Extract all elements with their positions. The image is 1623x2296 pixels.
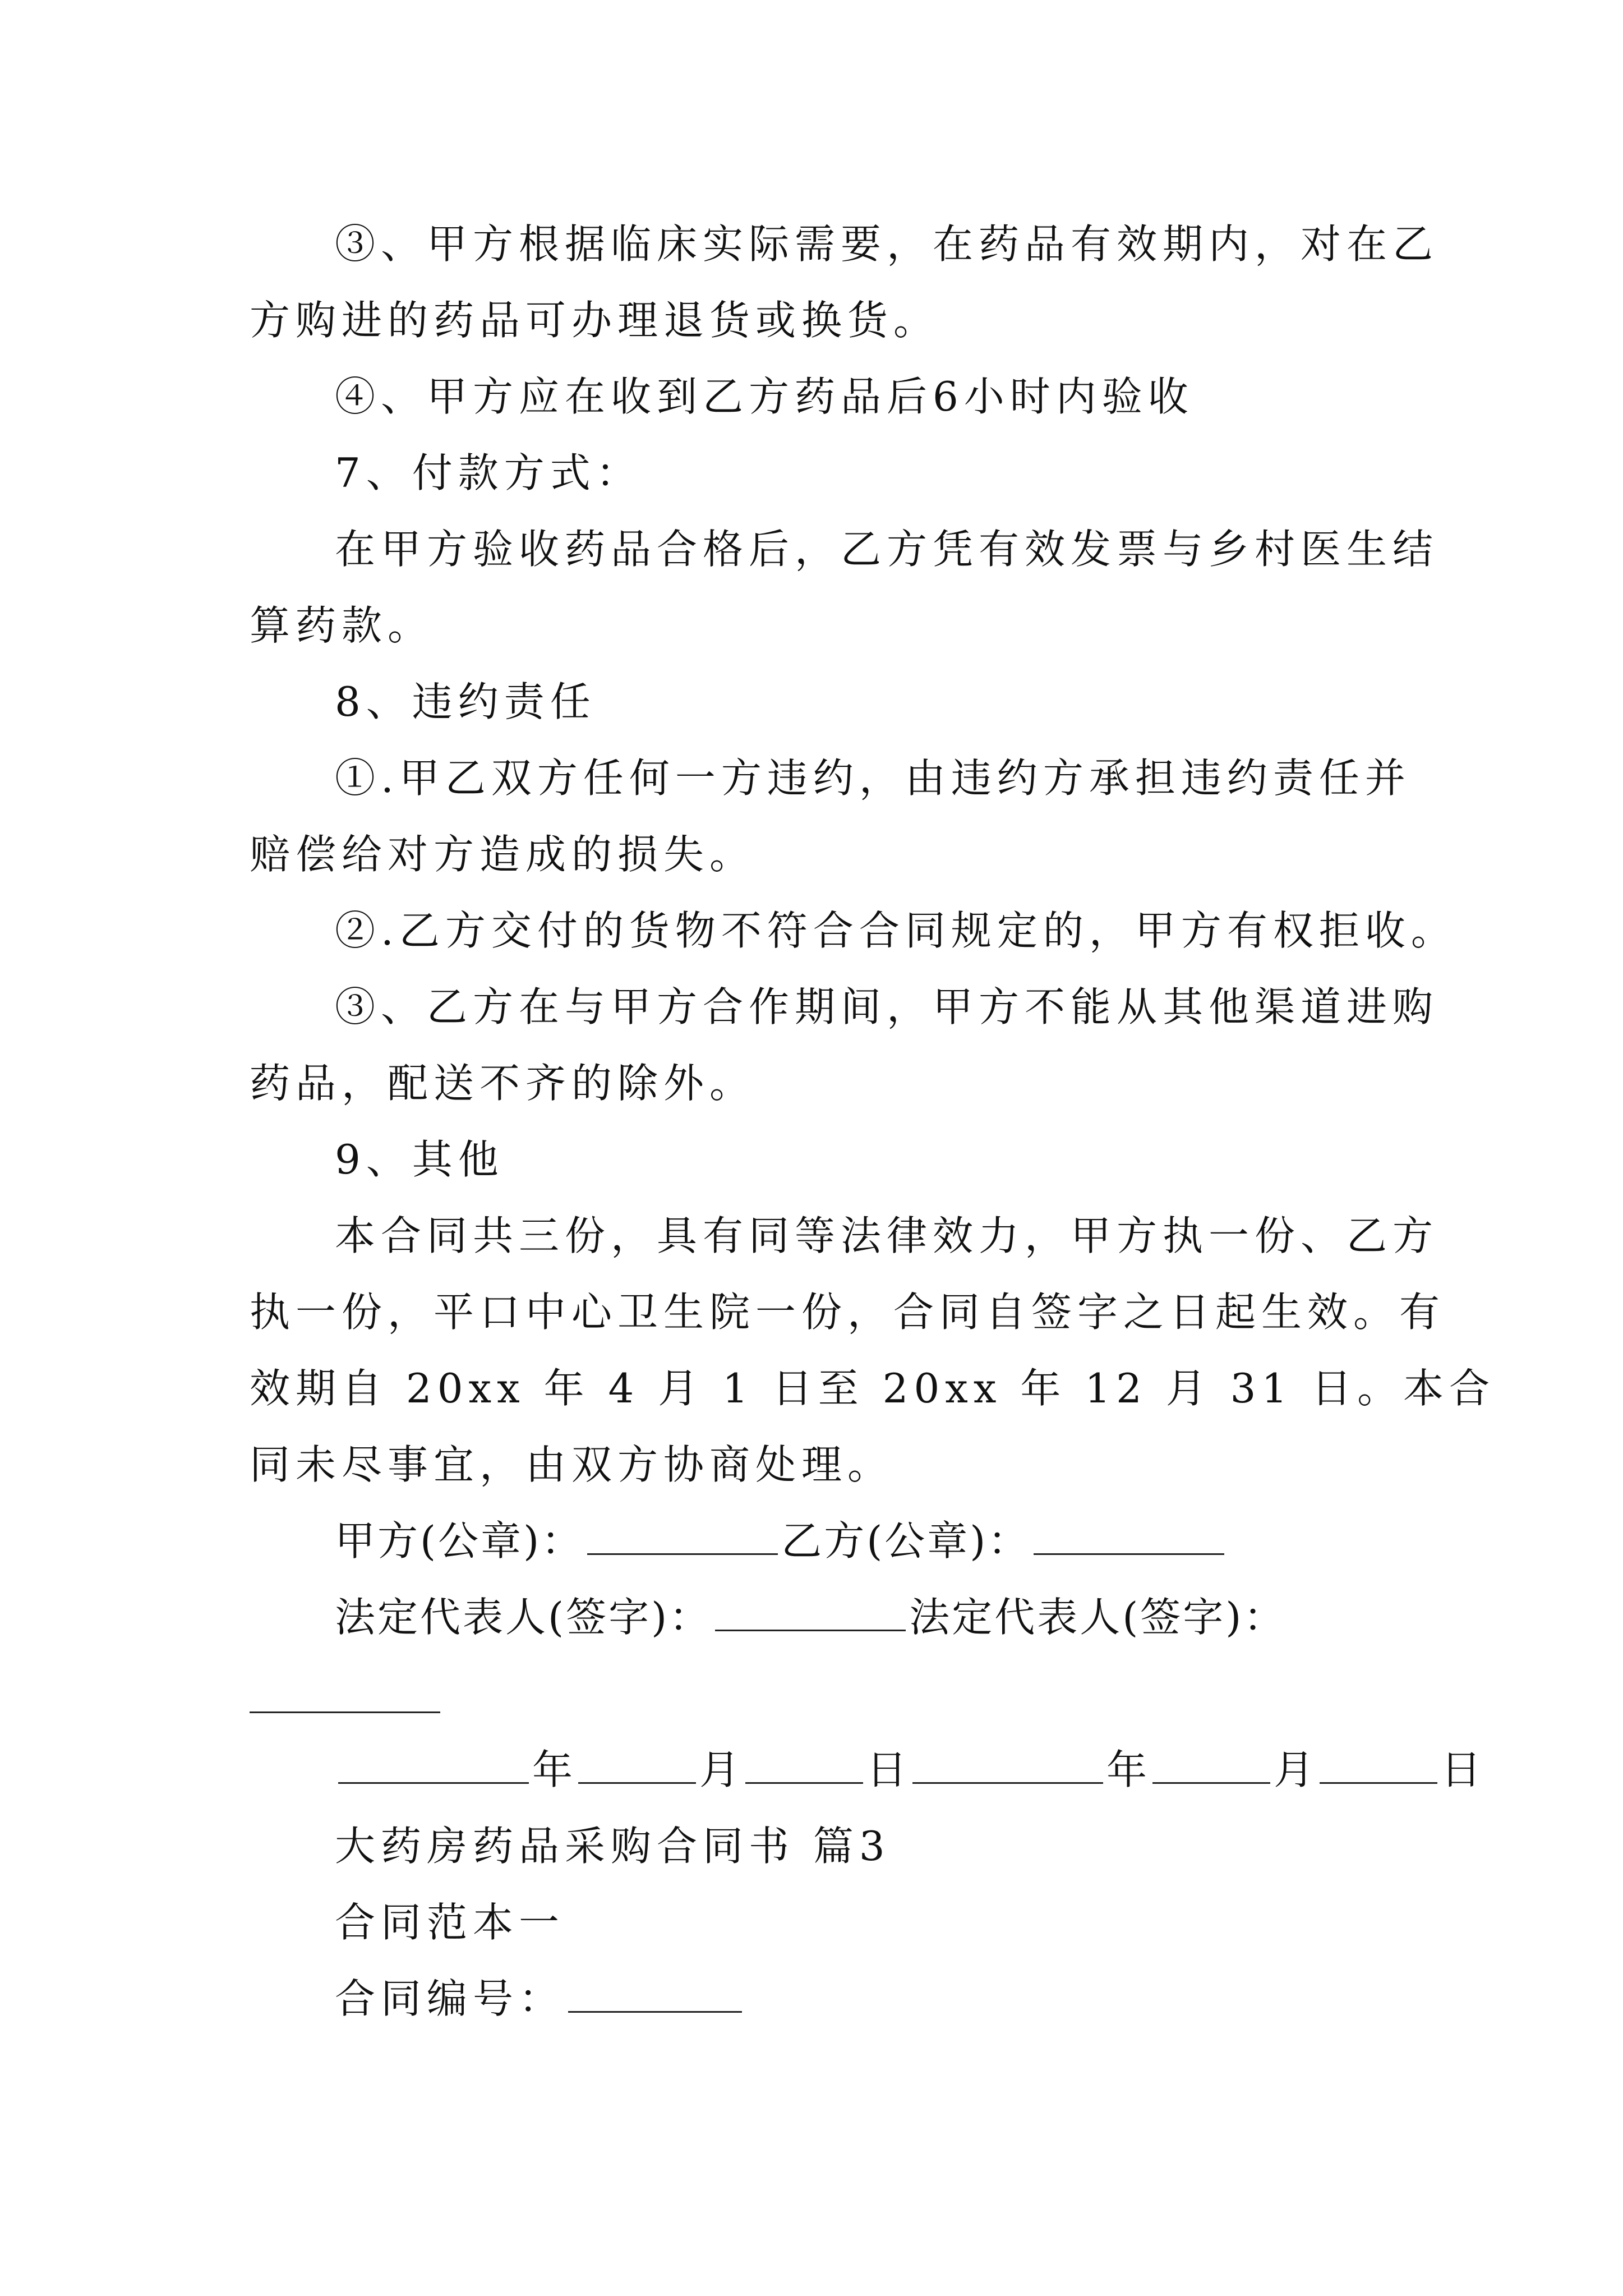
paragraph-line: ④、甲方应在收到乙方药品后6小时内验收 (335, 373, 1194, 420)
day-label: 日 (1441, 1746, 1484, 1793)
contract-number-blank (568, 1976, 742, 2013)
seal-line (335, 1513, 1484, 1569)
month-label: 月 (699, 1746, 743, 1793)
representative-line (335, 1589, 1484, 1645)
day-label: 日 (866, 1746, 910, 1793)
party-b-seal-label: 乙方(公章)： (781, 1517, 1031, 1565)
party-a-seal-blank (587, 1519, 778, 1555)
year-label: 年 (532, 1746, 575, 1793)
paragraph-line: 同未尽事宜，由双方协商处理。 (250, 1441, 894, 1488)
paragraph-line: 在甲方验收药品合格后，乙方凭有效发票与乡村医生结 (335, 526, 1439, 573)
year-blank-a (338, 1747, 529, 1784)
month-label: 月 (1274, 1746, 1317, 1793)
paragraph-line: ①.甲乙双方任何一方违约，由违约方承担违约责任并 (335, 754, 1411, 802)
month-blank-a (578, 1747, 696, 1784)
party-b-seal-blank (1034, 1519, 1224, 1555)
paragraph-line: ③、乙方在与甲方合作期间，甲方不能从其他渠道进购 (335, 983, 1439, 1030)
paragraph-line: 药品，配送不齐的除外。 (250, 1060, 756, 1107)
paragraph-line: ②.乙方交付的货物不符合合同规定的，甲方有权拒收。 (335, 907, 1457, 954)
party-b-rep-label: 法定代表人(签字)： (909, 1594, 1287, 1641)
month-blank-b (1152, 1747, 1270, 1784)
section-heading: 7、付款方式： (335, 449, 642, 496)
contract-number-line (335, 1971, 1484, 2027)
year-label: 年 (1106, 1746, 1150, 1793)
paragraph-line: 算药款。 (250, 602, 434, 649)
day-blank-b (1320, 1747, 1437, 1784)
section-heading: 9、其他 (335, 1136, 504, 1183)
date-line (335, 1742, 1484, 1798)
paragraph-line: 执一份，平口中心卫生院一份，合同自签字之日起生效。有 (250, 1289, 1446, 1336)
paragraph-line: ③、甲方根据临床实际需要，在药品有效期内，对在乙 (335, 220, 1439, 268)
day-blank-a (745, 1747, 863, 1784)
party-b-rep-blank (250, 1711, 440, 1713)
contract-number-label: 合同编号： (335, 1975, 565, 2022)
year-blank-b (912, 1747, 1103, 1784)
paragraph-line: 本合同共三份，具有同等法律效力，甲方执一份、乙方 (335, 1212, 1439, 1259)
party-a-seal-label: 甲方(公章)： (335, 1517, 584, 1565)
paragraph-line: 赔偿给对方造成的损失。 (250, 831, 756, 878)
paragraph-line: 方购进的药品可办理退货或换货。 (250, 297, 940, 344)
party-a-rep-label: 法定代表人(签字)： (335, 1594, 712, 1641)
section-heading: 8、违约责任 (335, 678, 596, 725)
sample-label: 合同范本一 (335, 1899, 565, 1946)
paragraph-line: 效期自 20xx 年 4 月 1 日至 20xx 年 12 月 31 日。本合 (250, 1365, 1496, 1412)
section-title: 大药房药品采购合同书 篇3 (335, 1823, 891, 1870)
party-a-rep-blank (715, 1595, 906, 1631)
